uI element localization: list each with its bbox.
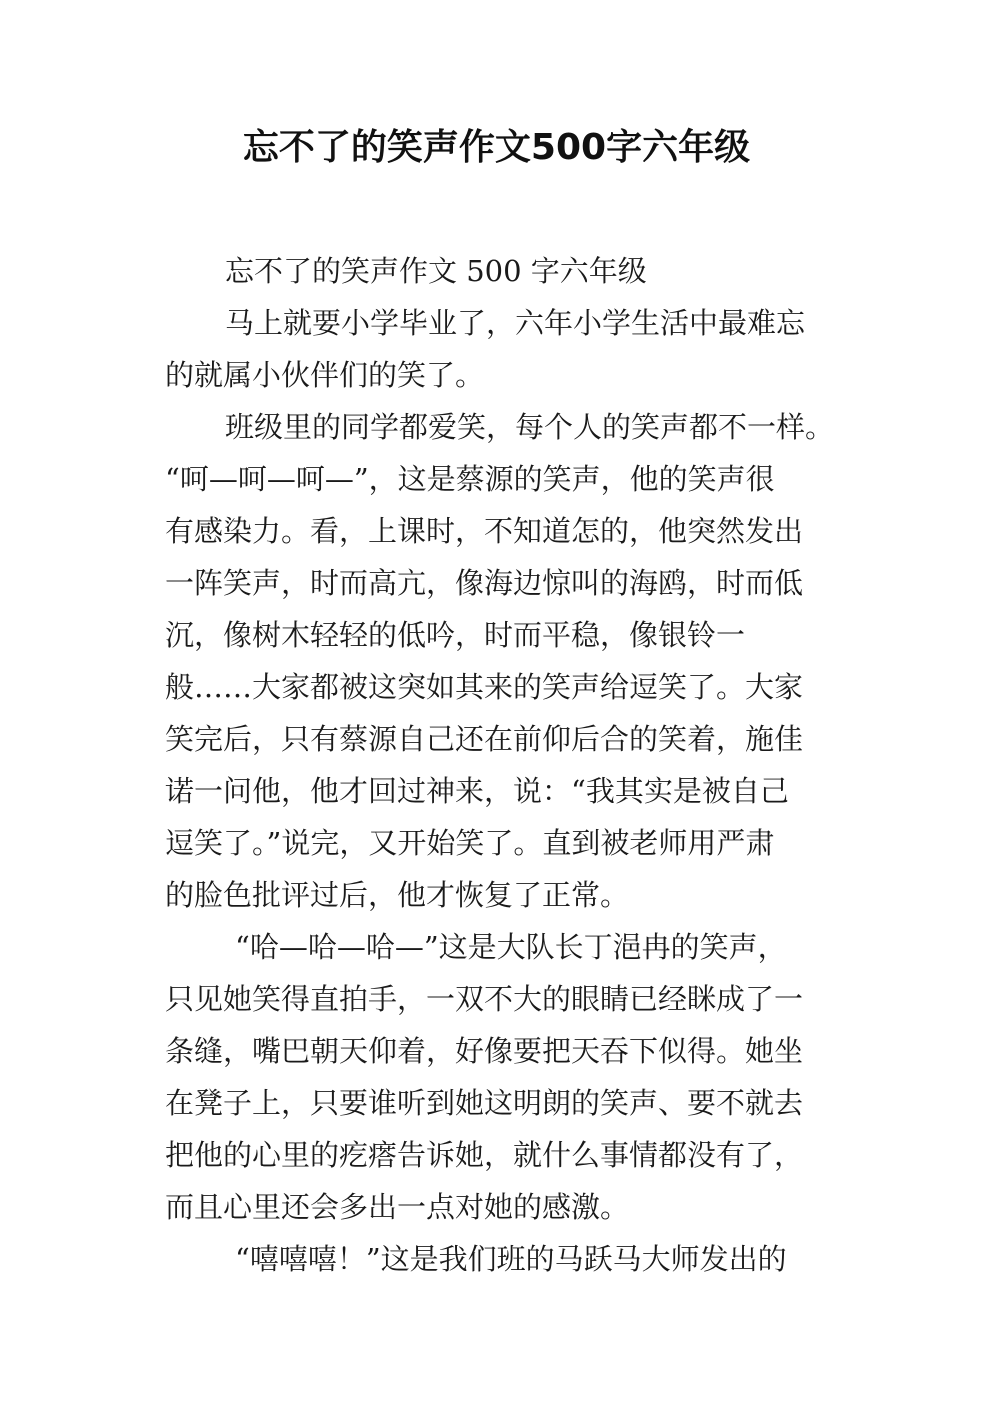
text-line: “哈—哈—哈—”这是大队长丁浥冉的笑声，: [235, 930, 787, 964]
text-line: 班级里的同学都爱笑，每个人的笑声都不一样。: [225, 410, 835, 444]
text-line: “呵—呵—呵—”，这是蔡源的笑声，他的笑声很: [165, 462, 775, 496]
text-line: 沉，像树木轻轻的低吟，时而平稳，像银铃一: [165, 618, 746, 652]
text-line: 只见她笑得直拍手，一双不大的眼睛已经眯成了一: [165, 982, 804, 1016]
text-line: 诺一问他，他才回过神来，说：“我其实是被自己: [165, 774, 789, 808]
text-line: 的脸色批评过后，他才恢复了正常。: [165, 878, 630, 912]
text-line: 马上就要小学毕业了，六年小学生活中最难忘: [225, 306, 806, 340]
text-line: 把他的心里的疙瘩告诉她，就什么事情都没有了，: [165, 1138, 804, 1172]
page-title: 忘不了的笑声作文500字六年级: [242, 127, 751, 168]
text-line: 有感染力。看，上课时，不知道怎的，他突然发出: [165, 514, 804, 548]
text-line: 的就属小伙伴们的笑了。: [165, 358, 485, 392]
text-line: 逗笑了。”说完，又开始笑了。直到被老师用严肃: [165, 826, 775, 860]
text-line: 般……大家都被这突如其来的笑声给逗笑了。大家: [165, 670, 804, 704]
text-line: 而且心里还会多出一点对她的感激。: [165, 1190, 630, 1224]
text-line: 条缝，嘴巴朝天仰着，好像要把天吞下似得。她坐: [165, 1034, 804, 1068]
document-body: [165, 245, 845, 1285]
text-line: 笑完后，只有蔡源自己还在前仰后合的笑着，施佳: [165, 722, 804, 756]
text-line: 一阵笑声，时而高亢，像海边惊叫的海鸥，时而低: [165, 566, 804, 600]
text-line: 在凳子上，只要谁听到她这明朗的笑声、要不就去: [165, 1086, 804, 1120]
text-line: 忘不了的笑声作文 500 字六年级: [225, 254, 647, 288]
text-line: “嘻嘻嘻！”这是我们班的马跃马大师发出的: [235, 1242, 787, 1276]
